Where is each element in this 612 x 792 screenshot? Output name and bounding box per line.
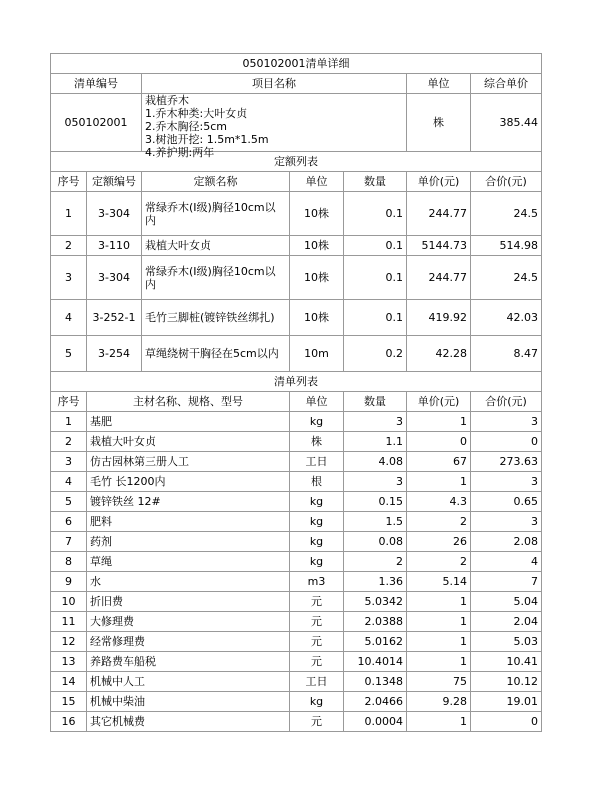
item-description xyxy=(142,94,407,159)
material-cell: kg xyxy=(290,552,344,572)
quota-cell: 3-110 xyxy=(87,236,142,256)
quota-cell: 244.77 xyxy=(407,192,471,236)
material-cell: 草绳 xyxy=(87,552,290,572)
material-cell: 2 xyxy=(51,432,87,452)
material-cell: 3 xyxy=(51,452,87,472)
material-cell: 工日 xyxy=(290,672,344,692)
quota-cell: 3 xyxy=(51,256,87,300)
material-row xyxy=(51,512,542,532)
materials-section-row xyxy=(51,372,542,392)
materials-header-cell: 合价(元) xyxy=(471,392,542,412)
material-cell: kg xyxy=(290,512,344,532)
quota-row xyxy=(51,192,542,236)
material-cell: 8 xyxy=(51,552,87,572)
material-cell: 1 xyxy=(407,632,471,652)
quota-header-cell: 合价(元) xyxy=(471,172,542,192)
material-cell: 9.28 xyxy=(407,692,471,712)
material-cell: 养路费车船税 xyxy=(87,652,290,672)
material-row xyxy=(51,592,542,612)
quota-cell: 419.92 xyxy=(407,300,471,336)
material-row xyxy=(51,432,542,452)
quota-section-title: 定额列表 xyxy=(51,152,542,172)
quota-cell: 3-304 xyxy=(87,192,142,236)
quota-header-cell: 定额名称 xyxy=(142,172,290,192)
material-cell: 16 xyxy=(51,712,87,732)
material-cell: 仿古园林第三册人工 xyxy=(87,452,290,472)
material-cell: 0.1348 xyxy=(344,672,407,692)
material-cell: 11 xyxy=(51,612,87,632)
material-cell: 栽植大叶女贞 xyxy=(87,432,290,452)
materials-header-cell: 数量 xyxy=(344,392,407,412)
material-cell: 13 xyxy=(51,652,87,672)
material-cell: m3 xyxy=(290,572,344,592)
quota-header-cell: 单价(元) xyxy=(407,172,471,192)
material-cell: 67 xyxy=(407,452,471,472)
header-unit: 单位 xyxy=(407,74,471,94)
material-cell: 0.08 xyxy=(344,532,407,552)
quota-cell: 2 xyxy=(51,236,87,256)
material-cell: 5.04 xyxy=(471,592,542,612)
quota-header-cell: 单位 xyxy=(290,172,344,192)
quota-cell: 常绿乔木(I级)胸径10cm以内 xyxy=(142,256,290,300)
quota-cell: 42.03 xyxy=(471,300,542,336)
materials-header-row xyxy=(51,392,542,412)
material-cell: kg xyxy=(290,492,344,512)
material-cell: 1 xyxy=(407,652,471,672)
material-cell: 1 xyxy=(407,712,471,732)
material-row xyxy=(51,612,542,632)
material-row xyxy=(51,472,542,492)
material-cell: 75 xyxy=(407,672,471,692)
material-cell: 2 xyxy=(407,552,471,572)
material-cell: 大修理费 xyxy=(87,612,290,632)
material-cell: 5.03 xyxy=(471,632,542,652)
quota-cell: 10株 xyxy=(290,300,344,336)
material-row xyxy=(51,672,542,692)
material-cell: 5 xyxy=(51,492,87,512)
material-cell: 元 xyxy=(290,712,344,732)
material-cell: 273.63 xyxy=(471,452,542,472)
quota-cell: 24.5 xyxy=(471,256,542,300)
material-cell: 元 xyxy=(290,652,344,672)
quota-cell: 514.98 xyxy=(471,236,542,256)
quota-cell: 0.1 xyxy=(344,300,407,336)
material-cell: 毛竹 长1200内 xyxy=(87,472,290,492)
material-cell: 株 xyxy=(290,432,344,452)
material-row xyxy=(51,532,542,552)
material-cell: 3 xyxy=(471,472,542,492)
material-cell: 1.5 xyxy=(344,512,407,532)
quota-header-cell: 定额编号 xyxy=(87,172,142,192)
material-cell: 1 xyxy=(407,592,471,612)
material-cell: 19.01 xyxy=(471,692,542,712)
material-cell: 4.3 xyxy=(407,492,471,512)
quota-cell: 24.5 xyxy=(471,192,542,236)
material-cell: 2.08 xyxy=(471,532,542,552)
material-cell: 2 xyxy=(344,552,407,572)
material-cell: 4 xyxy=(471,552,542,572)
material-cell: kg xyxy=(290,532,344,552)
detail-sheet xyxy=(50,53,541,732)
material-cell: 3 xyxy=(471,412,542,432)
quota-row xyxy=(51,300,542,336)
material-cell: kg xyxy=(290,412,344,432)
material-cell: 元 xyxy=(290,592,344,612)
quota-cell: 42.28 xyxy=(407,336,471,372)
material-cell: 元 xyxy=(290,632,344,652)
item-desc-line: 1.乔木种类:大叶女贞 xyxy=(145,107,248,120)
quota-cell: 常绿乔木(I级)胸径10cm以内 xyxy=(142,192,290,236)
materials-header-cell: 序号 xyxy=(51,392,87,412)
material-cell: 1 xyxy=(407,612,471,632)
material-cell: 7 xyxy=(51,532,87,552)
quota-cell: 0.1 xyxy=(344,192,407,236)
material-cell: 7 xyxy=(471,572,542,592)
material-cell: 根 xyxy=(290,472,344,492)
materials-section-title: 清单列表 xyxy=(51,372,542,392)
material-row xyxy=(51,572,542,592)
material-cell: 1 xyxy=(407,412,471,432)
quota-cell: 5144.73 xyxy=(407,236,471,256)
material-cell: 0 xyxy=(471,432,542,452)
material-cell: 15 xyxy=(51,692,87,712)
material-cell: 水 xyxy=(87,572,290,592)
material-cell: 机械中人工 xyxy=(87,672,290,692)
quota-cell: 10m xyxy=(290,336,344,372)
material-cell: 2 xyxy=(407,512,471,532)
material-cell: 药剂 xyxy=(87,532,290,552)
material-cell: 4.08 xyxy=(344,452,407,472)
material-cell: 折旧费 xyxy=(87,592,290,612)
material-cell: 0.0004 xyxy=(344,712,407,732)
quota-cell: 4 xyxy=(51,300,87,336)
material-cell: 14 xyxy=(51,672,87,692)
quota-cell: 3-304 xyxy=(87,256,142,300)
quota-header-row xyxy=(51,172,542,192)
detail-table xyxy=(50,53,542,732)
quota-cell: 8.47 xyxy=(471,336,542,372)
quota-cell: 3-254 xyxy=(87,336,142,372)
material-cell: 12 xyxy=(51,632,87,652)
material-row xyxy=(51,452,542,472)
quota-row xyxy=(51,336,542,372)
item-desc-line: 2.乔木胸径:5cm xyxy=(145,120,227,133)
quota-cell: 毛竹三脚桩(镀锌铁丝绑扎) xyxy=(142,300,290,336)
materials-header-cell: 单位 xyxy=(290,392,344,412)
quota-row xyxy=(51,236,542,256)
material-cell: 0 xyxy=(471,712,542,732)
material-row xyxy=(51,652,542,672)
material-row xyxy=(51,492,542,512)
material-cell: 10.41 xyxy=(471,652,542,672)
quota-cell: 1 xyxy=(51,192,87,236)
material-cell: 26 xyxy=(407,532,471,552)
material-cell: 基肥 xyxy=(87,412,290,432)
material-cell: 机械中柴油 xyxy=(87,692,290,712)
material-cell: 其它机械费 xyxy=(87,712,290,732)
material-cell: 2.0388 xyxy=(344,612,407,632)
item-unit: 株 xyxy=(407,94,471,152)
material-cell: 3 xyxy=(471,512,542,532)
material-cell: 4 xyxy=(51,472,87,492)
header-price: 综合单价 xyxy=(471,74,542,94)
material-cell: kg xyxy=(290,692,344,712)
header-name: 项目名称 xyxy=(142,74,407,94)
materials-header-cell: 主材名称、规格、型号 xyxy=(87,392,290,412)
material-cell: 9 xyxy=(51,572,87,592)
quota-cell: 10株 xyxy=(290,256,344,300)
material-cell: 镀锌铁丝 12# xyxy=(87,492,290,512)
material-row xyxy=(51,412,542,432)
material-row xyxy=(51,632,542,652)
material-cell: 5.14 xyxy=(407,572,471,592)
material-cell: 2.04 xyxy=(471,612,542,632)
quota-cell: 0.1 xyxy=(344,256,407,300)
material-cell: 元 xyxy=(290,612,344,632)
quota-header-cell: 数量 xyxy=(344,172,407,192)
material-cell: 5.0342 xyxy=(344,592,407,612)
material-row xyxy=(51,552,542,572)
material-cell: 1.36 xyxy=(344,572,407,592)
material-row xyxy=(51,712,542,732)
quota-row xyxy=(51,256,542,300)
material-cell: 0.15 xyxy=(344,492,407,512)
quota-cell: 10株 xyxy=(290,236,344,256)
material-cell: 0 xyxy=(407,432,471,452)
material-cell: 肥料 xyxy=(87,512,290,532)
quota-header-cell: 序号 xyxy=(51,172,87,192)
material-cell: 10 xyxy=(51,592,87,612)
header-code: 清单编号 xyxy=(51,74,142,94)
quota-cell: 244.77 xyxy=(407,256,471,300)
material-cell: 5.0162 xyxy=(344,632,407,652)
material-cell: 1 xyxy=(51,412,87,432)
material-row xyxy=(51,692,542,712)
item-price: 385.44 xyxy=(471,94,542,152)
quota-cell: 3-252-1 xyxy=(87,300,142,336)
quota-cell: 草绳绕树干胸径在5cm以内 xyxy=(142,336,290,372)
quota-cell: 0.1 xyxy=(344,236,407,256)
material-cell: 10.12 xyxy=(471,672,542,692)
material-cell: 2.0466 xyxy=(344,692,407,712)
quota-cell: 10株 xyxy=(290,192,344,236)
material-cell: 3 xyxy=(344,472,407,492)
sheet-title: 050102001清单详细 xyxy=(51,54,542,74)
material-cell: 工日 xyxy=(290,452,344,472)
item-desc-line: 栽植乔木 xyxy=(145,94,189,107)
quota-cell: 栽植大叶女贞 xyxy=(142,236,290,256)
material-cell: 1.1 xyxy=(344,432,407,452)
material-cell: 经常修理费 xyxy=(87,632,290,652)
material-cell: 3 xyxy=(344,412,407,432)
item-desc-line: 3.树池开挖: 1.5m*1.5m xyxy=(145,133,269,146)
material-cell: 0.65 xyxy=(471,492,542,512)
material-cell: 6 xyxy=(51,512,87,532)
item-code: 050102001 xyxy=(51,94,142,152)
material-cell: 10.4014 xyxy=(344,652,407,672)
material-cell: 1 xyxy=(407,472,471,492)
item-desc-line: 4.养护期:两年 xyxy=(145,146,215,159)
quota-cell: 5 xyxy=(51,336,87,372)
quota-cell: 0.2 xyxy=(344,336,407,372)
materials-header-cell: 单价(元) xyxy=(407,392,471,412)
